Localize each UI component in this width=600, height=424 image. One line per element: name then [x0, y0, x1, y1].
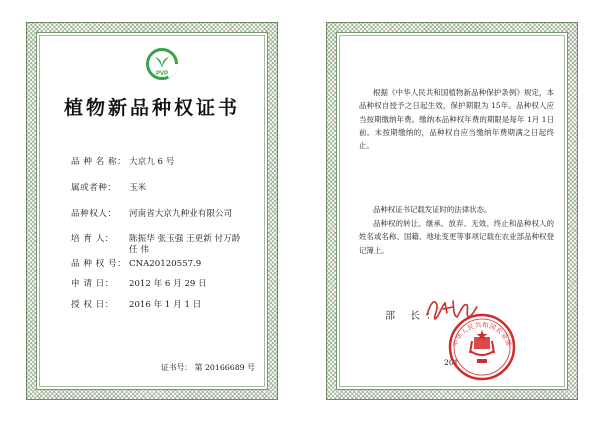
field-label: 属或者种： [71, 183, 117, 193]
field-value: 2016 年 1 月 1 日 [129, 300, 202, 310]
field-label: 品 种 权 号： [71, 259, 127, 269]
field-value: 陈振华 张玉强 王更新 付万龄 [129, 234, 241, 244]
pvp-logo [146, 48, 178, 80]
svg-text:PVP: PVP [155, 71, 169, 77]
left-page-inner-frame [36, 32, 268, 390]
field-genus-species [71, 181, 146, 193]
field-grant-date [71, 298, 201, 310]
field-right-number [71, 257, 201, 269]
ministry-seal [448, 313, 516, 381]
certificate-left-page [26, 22, 278, 400]
certificate-title: 植物新品种权证书 [63, 97, 240, 119]
certificate-right-page [326, 22, 578, 400]
cert-no-label: 证书号： [161, 363, 193, 372]
legal-paragraph-registry: 品种权的转让、继承、放弃、无效、终止和品种权人的姓名或名称、国籍、地址变更等事项记载在农业部品种权登记簿上。 [359, 219, 554, 255]
field-value: 2012 年 6 月 29 日 [129, 279, 207, 289]
legal-paragraph-status: 品种权证书记载发证时的法律状态。 [373, 205, 492, 214]
issue-date-partial: 201 [444, 358, 459, 367]
field-label: 品种权人： [71, 209, 117, 219]
field-label: 申 请 日： [71, 279, 114, 289]
certificate-number [161, 362, 255, 373]
legal-paragraph-protection: 根据《中华人民共和国植物新品种保护条例》规定，本品种权自授予之日起生效，保护期限为 15年。品种权人应当按期缴纳年费。缴纳本品种权年费的期限是每年 1月 1日前。未按期缴纳的，品种权自应当缴纳年费期满之日起终止。 [359, 88, 554, 151]
svg-text:中华人民共和国农业部: 中华人民共和国农业部 [450, 320, 514, 348]
field-breeders-line2: 任 伟 [129, 245, 149, 255]
field-label: 授 权 日： [71, 300, 114, 310]
field-value: CNA20120557.9 [129, 259, 202, 269]
minister-label: 部 长： [385, 311, 443, 322]
field-breeders [71, 232, 240, 244]
right-page-inner-frame [336, 32, 568, 390]
field-application-date [71, 277, 207, 289]
field-variety-name [71, 155, 174, 167]
field-label: 培 育 人： [71, 234, 114, 244]
field-value: 河南省大京九种业有限公司 [129, 209, 233, 219]
cert-no-value: 第 20166689 号 [194, 363, 255, 372]
field-label: 品 种 名 称： [71, 157, 127, 167]
field-value: 玉米 [129, 183, 147, 193]
field-value: 大京九 6 号 [129, 157, 175, 167]
field-right-holder [71, 207, 232, 219]
